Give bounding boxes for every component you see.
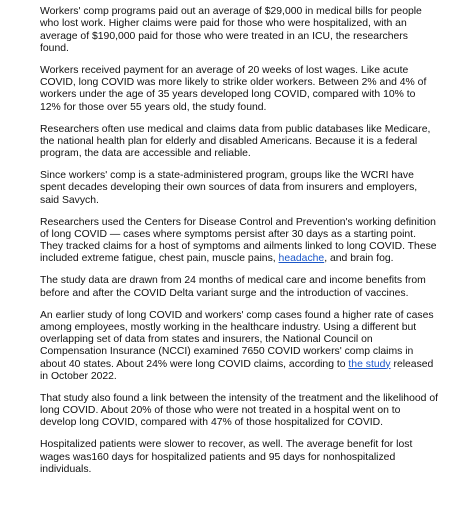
paragraph-ncci-study [40,310,438,384]
the-study-link[interactable]: the study [348,358,391,370]
paragraph-text: An earlier study of long COVID and workers' comp cases found a higher rate of cases among employees, mostly working in the healthcare industry. Using a different but overlapping set of data from states and insurers, the National Council on Compensation Insurance (NCCI) examined 7650 COVID workers' comp claims in about 40 states. About 24% were long COVID claims, according to [40,309,434,370]
paragraph-cdc-definition [40,217,438,266]
paragraph-treatment-intensity: That study also found a link between the intensity of the treatment and the likelihood of long COVID. About 20% of those who were not treated in a hospital went on to develop long COVID, compared with 47% of those hospitalized for COVID. [40,392,438,429]
paragraph-lost-wages: Workers received payment for an average of 20 weeks of lost wages. Like acute COVID, long COVID was more likely to strike older workers. Between 2% and 4% of workers under the age of 35 years developed long COVID, compared with 10% to 12% for those over 55 years old, the study found. [40,64,427,113]
paragraph-text: , and brain fog. [324,253,394,265]
article-body [40,6,438,486]
headache-link[interactable]: headache [278,253,325,265]
paragraph-wcri-data: Since workers' comp is a state-administered program, groups like the WCRI have spent decades developing their own sources of data from insurers and employers, said Savych. [40,170,418,206]
paragraph-text: Researchers used the Centers for Disease Control and Prevention's working definition of long COVID — cases where symptoms persist after 30 days as a starting point. They tracked claims for a host of symptoms and ailments linked to long COVID. These included extreme fatigue, chest pain, muscle pains, [40,216,437,265]
paragraph-recovery: Hospitalized patients were slower to recover, as well. The average benefit for lost wages was160 days for hospitalized patients and 95 days for nonhospitalized individuals. [40,439,413,475]
paragraph-public-databases: Researchers often use medical and claims data from public databases like Medicare, the national health plan for elderly and disabled Americans. Because it is a federal program, the data are accessible and reliable. [40,123,431,160]
paragraph-study-data: The study data are drawn from 24 months of medical care and income benefits from before and after the COVID Delta variant surge and the introduction of vaccines. [40,275,426,299]
paragraph-text: released in October 2022. [40,358,434,382]
paragraph-medical-bills: Workers' comp programs paid out an average of $29,000 in medical bills for people who lost work. Higher claims were paid for those who were hospitalized, with an average of $190,000 paid for those who were treated in an ICU, the researchers found. [40,6,422,54]
